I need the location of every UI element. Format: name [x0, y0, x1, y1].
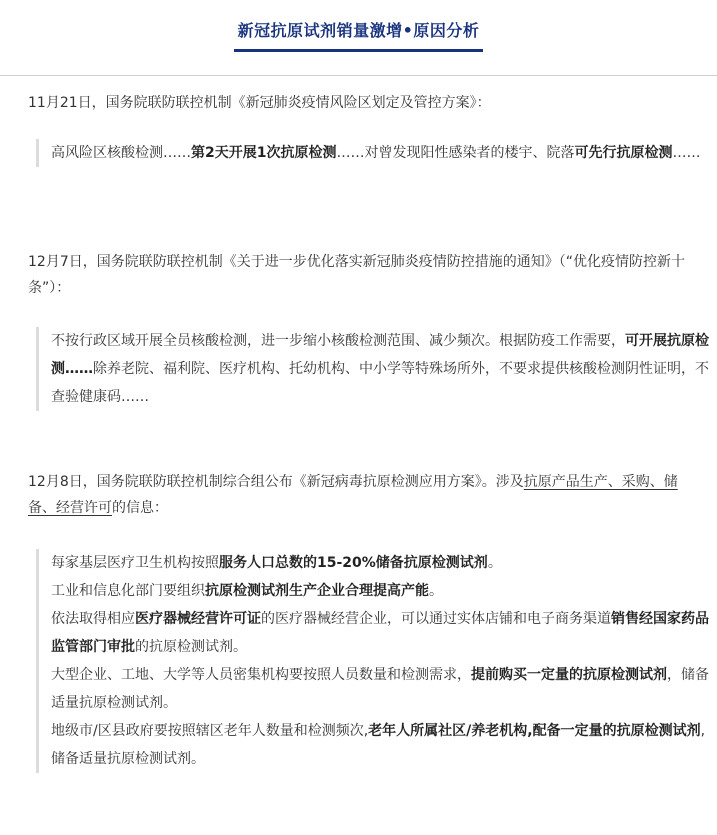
text-run: 。 [487, 555, 502, 571]
quote-paragraph [51, 549, 711, 577]
bold-run: 提前购买一定量的抗原检测试剂 [471, 667, 667, 683]
section-2-quote [36, 327, 711, 411]
bold-run: 可开展抗原检测…… [51, 333, 709, 377]
quote-paragraph [51, 327, 711, 411]
text-run: …… [672, 145, 701, 161]
bold-run: 销售经国家药品监管部门审批 [51, 611, 709, 655]
underlined-run: 抗原产品生产、采购、储备、经营许可 [28, 474, 678, 516]
text-run: ,储备适量抗原检测试剂。 [51, 723, 706, 767]
section-3-quote [36, 549, 711, 773]
quote-paragraph [51, 577, 711, 605]
text-run: 高风险区核酸检测…… [51, 145, 191, 161]
title-divider [0, 75, 717, 76]
quote-paragraph [51, 605, 711, 661]
text-run: 的医疗器械经营企业，可以通过实体店铺和电子商务渠道 [261, 611, 611, 627]
text-run: 地级市/区县政府要按照辖区老年人数量和检测频次, [51, 723, 369, 739]
title-wrap [0, 18, 717, 52]
text-run: 12月8日，国务院联防联控机制综合组公布《新冠病毒抗原检测应用方案》。涉及 [28, 474, 524, 490]
section-1-intro: 11月21日，国务院联防联控机制《新冠肺炎疫情风险区划定及管控方案》： [28, 95, 491, 111]
text-run: 。 [429, 583, 443, 599]
text-run: 每家基层医疗卫生机构按照 [51, 555, 219, 571]
page-title: 新冠抗原试剂销量激增•原因分析 [234, 18, 484, 52]
text-run: 依法取得相应 [51, 611, 135, 627]
quote-paragraph [51, 139, 711, 167]
bold-run: 老年人所属社区/养老机构,配备一定量的抗原检测试剂 [368, 723, 701, 739]
text-run: 工业和信息化部门要组织 [51, 583, 205, 599]
section-3-intro [28, 469, 698, 521]
quote-paragraph [51, 717, 711, 773]
text-run: ，储备适量抗原检测试剂。 [51, 667, 709, 711]
text-run: 除养老院、福利院、医疗机构、托幼机构、中小学等特殊场所外，不要求提供核酸检测阴性证明，不查验健康码…… [51, 361, 709, 405]
bold-run: 服务人口总数的15-20%储备抗原检测试剂 [219, 555, 488, 571]
bold-run: 可先行抗原检测 [574, 145, 673, 161]
text-run: 的信息： [112, 500, 168, 516]
text-run: 大型企业、工地、大学等人员密集机构要按照人员数量和检测需求， [51, 667, 471, 683]
section-2-intro: 12月7日，国务院联防联控机制《关于进一步优化落实新冠肺炎疫情防控措施的通知》（“优化疫情防控新十条”）： [28, 254, 685, 296]
section-1-quote [36, 139, 711, 167]
quote-paragraph [51, 661, 711, 717]
text-run: 的抗原检测试剂。 [135, 639, 247, 655]
text-run: 不按行政区域开展全员核酸检测，进一步缩小核酸检测范围、减少频次。根据防疫工作需要， [51, 333, 625, 349]
text-run: ……对曾发现阳性感染者的楼宇、院落 [336, 145, 575, 161]
bold-run: 抗原检测试剂生产企业合理提高产能 [205, 583, 429, 599]
bold-run: 第2天开展1次抗原检测 [191, 145, 337, 161]
bold-run: 医疗器械经营许可证 [135, 611, 261, 627]
